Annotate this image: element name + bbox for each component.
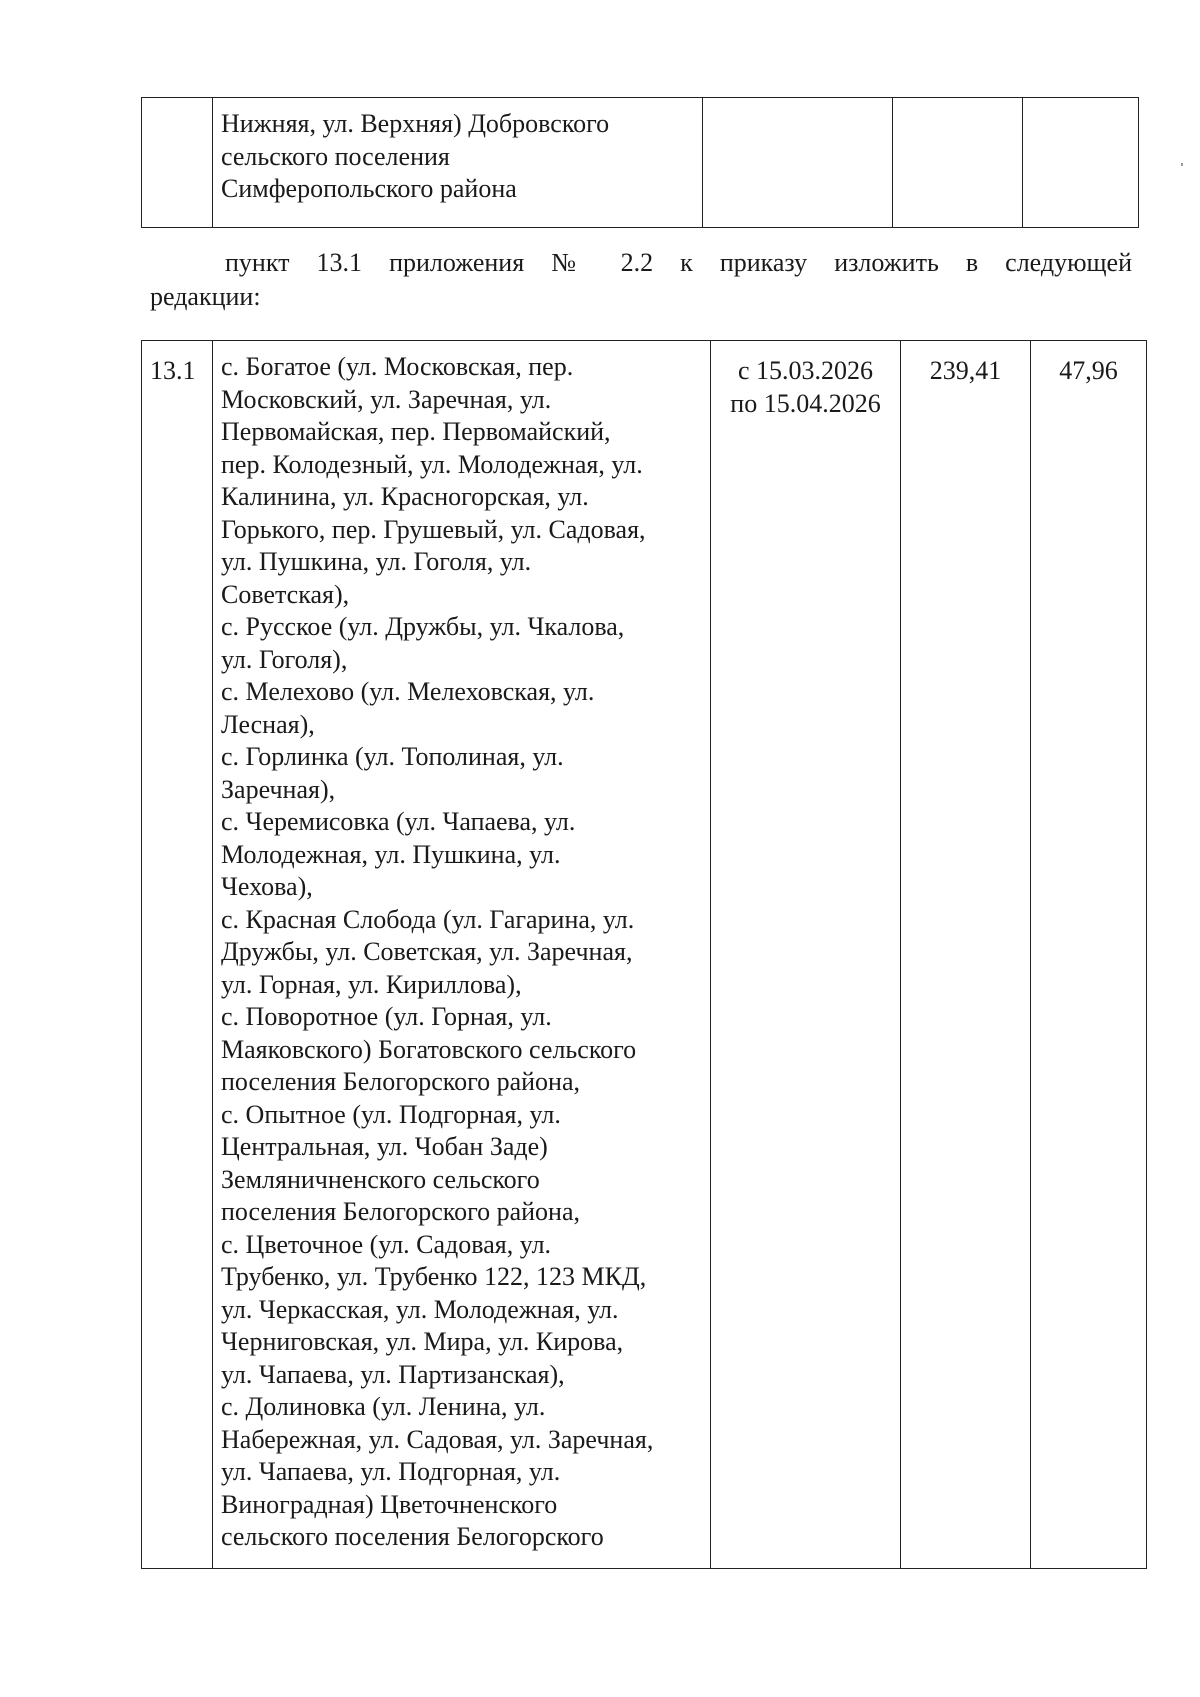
text-line: с. Мелехово (ул. Мелеховская, ул. xyxy=(221,677,595,706)
text-line: Горького, пер. Грушевый, ул. Садовая, xyxy=(221,514,646,544)
text-line: Дружбы, ул. Советская, ул. Заречная, xyxy=(221,937,633,966)
text-line: с. Поворотное (ул. Горная, ул. xyxy=(221,1002,552,1031)
address-text xyxy=(213,98,702,212)
text-line: Молодежная, ул. Пушкина, ул. xyxy=(221,839,561,869)
text-line: с. Черемисовка (ул. Чапаева, ул. xyxy=(221,807,576,836)
text-line: поселения Белогорского района, xyxy=(221,1197,580,1226)
text-line: сельского поселения Белогорского xyxy=(221,1522,604,1551)
number-cell xyxy=(142,98,213,228)
text-line: с. Долиновка (ул. Ленина, ул. xyxy=(221,1392,546,1421)
text-line: Московский, ул. Заречная, ул. xyxy=(221,384,552,414)
item-number: 13.1 xyxy=(150,356,196,385)
text-line: поселения Белогорского района, xyxy=(221,1067,580,1096)
text-line: с. Богатое (ул. Московская, пер. xyxy=(221,352,574,381)
text-line: Первомайская, пер. Первомайский, xyxy=(221,417,611,446)
instruction-paragraph xyxy=(150,246,1132,314)
text-line: с. Русское (ул. Дружбы, ул. Чкалова, xyxy=(221,612,625,641)
text-line: Земляничненского сельского xyxy=(221,1164,540,1194)
address-cell xyxy=(213,341,711,1569)
text-line: Чехова), xyxy=(221,872,313,901)
value-cell-2 xyxy=(1023,98,1139,228)
text-line: Центральная, ул. Чобан Заде) xyxy=(221,1132,548,1161)
text-line: сельского поселения xyxy=(221,141,450,171)
text-line: Виноградная) Цветочненского xyxy=(221,1489,558,1519)
value-2: 47,96 xyxy=(1059,356,1118,385)
value-cell-2 xyxy=(1031,341,1147,1569)
value-cell-1 xyxy=(901,341,1031,1569)
period-from: с 15.03.2026 xyxy=(737,356,874,385)
text-line: ул. Гоголя), xyxy=(221,644,348,674)
text-line: ул. Чапаева, ул. Подгорная, ул. xyxy=(221,1457,561,1486)
paragraph-line-2: редакции: xyxy=(150,282,261,311)
text-line: ул. Горная, ул. Кириллова), xyxy=(221,969,522,999)
address-cell xyxy=(213,98,703,228)
table-row xyxy=(142,341,1147,1569)
scan-mark xyxy=(1181,163,1183,166)
text-line: пер. Колодезный, ул. Молодежная, ул. xyxy=(221,449,643,479)
text-line: Нижняя, ул. Верхняя) Добровского xyxy=(221,109,610,138)
address-text xyxy=(213,341,710,1560)
text-line: с. Цветочное (ул. Садовая, ул. xyxy=(221,1229,552,1259)
text-line: Черниговская, ул. Мира, ул. Кирова, xyxy=(221,1327,624,1356)
table-row xyxy=(142,98,1139,228)
number-cell xyxy=(142,341,213,1569)
text-line: Советская), xyxy=(221,579,350,609)
text-line: ул. Черкасская, ул. Молодежная, ул. xyxy=(221,1294,619,1324)
text-line: Заречная), xyxy=(221,774,336,804)
text-line: ул. Чапаева, ул. Партизанская), xyxy=(221,1359,565,1389)
replacement-table xyxy=(141,340,1147,1569)
text-line: с. Горлинка (ул. Тополиная, ул. xyxy=(221,742,564,771)
text-line: Набережная, ул. Садовая, ул. Заречная, xyxy=(221,1424,654,1454)
text-line: Лесная), xyxy=(221,709,315,739)
text-line: Калинина, ул. Красногорская, ул. xyxy=(221,482,589,511)
period-to: по 15.04.2026 xyxy=(730,388,881,418)
text-line: с. Опытное (ул. Подгорная, ул. xyxy=(221,1099,561,1129)
text-line: Симферопольского района xyxy=(221,174,517,203)
period-cell xyxy=(711,341,901,1569)
text-line: ул. Пушкина, ул. Гоголя, ул. xyxy=(221,547,532,576)
text-line: с. Красная Слобода (ул. Гагарина, ул. xyxy=(221,904,635,934)
continued-table xyxy=(141,97,1139,228)
period-cell xyxy=(703,98,893,228)
value-1: 239,41 xyxy=(929,356,1002,385)
text-line: Маяковского) Богатовского сельского xyxy=(221,1034,637,1064)
paragraph-line-1: пункт 13.1 приложения № 2.2 к приказу изложить в следующей xyxy=(225,248,1132,277)
value-cell-1 xyxy=(893,98,1023,228)
text-line: Трубенко, ул. Трубенко 122, 123 МКД, xyxy=(221,1262,647,1291)
period-text xyxy=(711,341,900,420)
